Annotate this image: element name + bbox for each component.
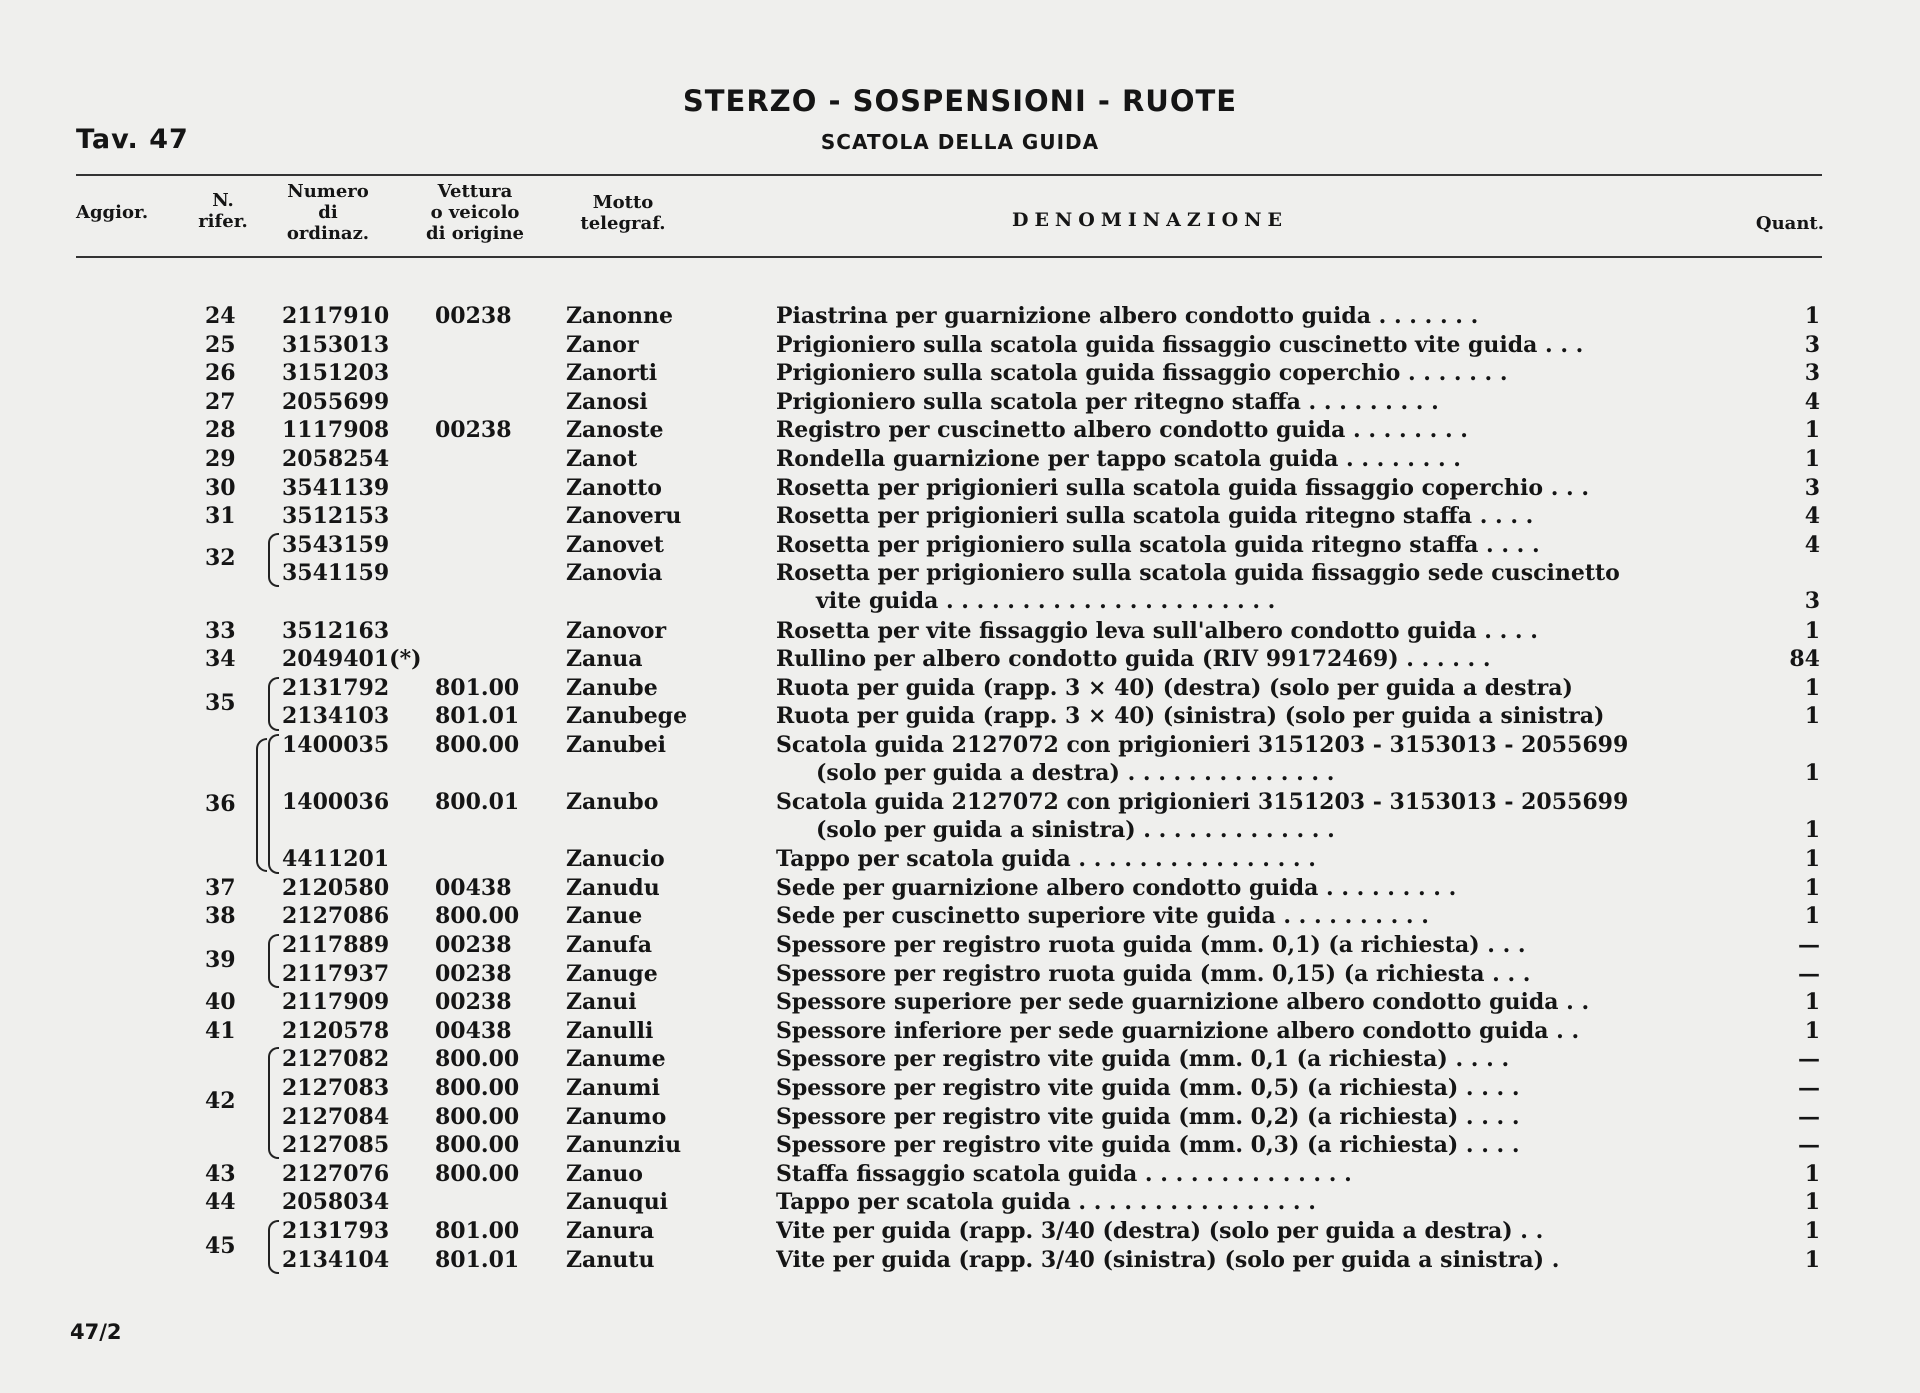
- quantity: 3: [1804, 360, 1820, 387]
- table-row: [0, 986, 1920, 1015]
- table-row: [0, 557, 1920, 614]
- table-row: [0, 843, 1920, 872]
- group-ref-36: 36: [205, 791, 236, 817]
- vehicle-origin: 800.00: [435, 1046, 520, 1073]
- quantity: 1: [1804, 1218, 1820, 1244]
- order-number: 2055699: [282, 388, 390, 415]
- order-number: 2117909: [282, 989, 390, 1016]
- group-brace-45: [268, 1220, 279, 1274]
- quantity: 1: [1804, 617, 1820, 644]
- quantity: 3: [1804, 331, 1820, 358]
- ref-number: 37: [205, 874, 236, 901]
- quantity: 1: [1804, 817, 1820, 844]
- header-rule-bottom: [76, 256, 1822, 258]
- table-row: [0, 1101, 1920, 1130]
- order-number: 2127086: [282, 903, 390, 930]
- telegraph-motto: Zanuqui: [566, 1189, 669, 1216]
- vehicle-origin: 800.00: [435, 1132, 520, 1159]
- telegraph-motto: Zanovor: [566, 617, 667, 644]
- group-ref-32: 32: [205, 545, 236, 571]
- telegraph-motto: Zanunziu: [566, 1132, 682, 1159]
- telegraph-motto: Zanubo: [566, 789, 659, 816]
- order-number: 2117937: [282, 960, 390, 987]
- table-row: [0, 1158, 1920, 1187]
- parts-table: [0, 300, 1920, 1272]
- vehicle-origin: 800.00: [435, 1160, 520, 1187]
- table-row: [0, 357, 1920, 386]
- telegraph-motto: Zanoveru: [566, 503, 682, 530]
- order-number: 2117889: [282, 932, 390, 959]
- ref-number: 28: [205, 417, 236, 444]
- telegraph-motto: Zanorti: [566, 360, 658, 387]
- column-header-order-number: Numero di ordinaz.: [286, 181, 370, 244]
- ref-number: 34: [205, 646, 236, 673]
- vehicle-origin: 00238: [435, 989, 512, 1016]
- quantity: 1: [1804, 903, 1820, 930]
- group-brace-36: [268, 734, 279, 874]
- ref-number: 33: [205, 617, 236, 644]
- table-row: [0, 1244, 1920, 1273]
- telegraph-motto: Zanoste: [566, 417, 664, 444]
- order-number: 2127076: [282, 1160, 390, 1187]
- part-description: Spessore per registro vite guida (mm. 0,2) (a richiesta) . . . .: [776, 1103, 1520, 1130]
- telegraph-motto: Zanotto: [566, 474, 662, 501]
- part-description: Tappo per scatola guida . . . . . . . . . . . . . . . .: [776, 1189, 1316, 1216]
- group-ref-39: 39: [205, 947, 236, 973]
- quantity: —: [1798, 1103, 1820, 1130]
- part-description: Rullino per albero condotto guida (RIV 99172469) . . . . . .: [776, 646, 1491, 673]
- order-number: 3512153: [282, 503, 390, 530]
- table-row: [0, 700, 1920, 729]
- part-description: Spessore per registro vite guida (mm. 0,3) (a richiesta) . . . .: [776, 1132, 1520, 1159]
- table-number: Tav. 47: [76, 124, 189, 155]
- telegraph-motto: Zanovet: [566, 531, 664, 558]
- table-row: [0, 529, 1920, 558]
- order-number: 2127083: [282, 1075, 390, 1102]
- order-number: 3153013: [282, 331, 390, 358]
- group-brace-35: [268, 677, 279, 731]
- table-row: [0, 1015, 1920, 1044]
- page-number: 47/2: [70, 1320, 122, 1344]
- order-number: 3512163: [282, 617, 390, 644]
- order-number: 2134103: [282, 703, 390, 730]
- ref-number: 27: [205, 388, 236, 415]
- vehicle-origin: 800.00: [435, 1103, 520, 1130]
- order-number: 2049401(*): [282, 646, 422, 673]
- ref-number: 43: [205, 1160, 236, 1187]
- part-description: Vite per guida (rapp. 3/40 (sinistra) (solo per guida a sinistra) .: [776, 1246, 1560, 1273]
- quantity: 4: [1804, 531, 1820, 558]
- part-description: Rondella guarnizione per tappo scatola guida . . . . . . . .: [776, 445, 1461, 472]
- part-description: Rosetta per vite fissaggio leva sull'albero condotto guida . . . .: [776, 617, 1538, 644]
- telegraph-motto: Zanumo: [566, 1103, 667, 1130]
- vehicle-origin: 00438: [435, 874, 512, 901]
- vehicle-origin: 801.00: [435, 1218, 520, 1244]
- part-description: Piastrina per guarnizione albero condotto guida . . . . . . .: [776, 303, 1479, 329]
- group-brace-39: [268, 934, 279, 988]
- order-number: 1117908: [282, 417, 390, 444]
- header-rule-top: [76, 174, 1822, 176]
- ref-number: 25: [205, 331, 236, 358]
- quantity: —: [1798, 1075, 1820, 1102]
- vehicle-origin: 00238: [435, 960, 512, 987]
- order-number: 2058254: [282, 445, 390, 472]
- telegraph-motto: Zanume: [566, 1046, 666, 1073]
- quantity: 1: [1804, 989, 1820, 1016]
- column-header-denomination: DENOMINAZIONE: [1011, 209, 1289, 231]
- telegraph-motto: Zanot: [566, 445, 638, 472]
- part-description: Sede per guarnizione albero condotto guida . . . . . . . . .: [776, 874, 1457, 901]
- order-number: 2120580: [282, 874, 390, 901]
- order-number: 2134104: [282, 1246, 390, 1273]
- vehicle-origin: 801.01: [435, 1246, 520, 1273]
- table-row: [0, 872, 1920, 901]
- ref-number: 30: [205, 474, 236, 501]
- ref-number: 41: [205, 1017, 236, 1044]
- vehicle-origin: 800.00: [435, 903, 520, 930]
- quantity: 1: [1804, 703, 1820, 730]
- group-ref-42: 42: [205, 1088, 236, 1114]
- order-number: 2131793: [282, 1218, 390, 1244]
- part-description: Prigioniero sulla scatola per ritegno staffa . . . . . . . . .: [776, 388, 1439, 415]
- vehicle-origin: 800.00: [435, 1075, 520, 1102]
- part-description: Spessore per registro vite guida (mm. 0,5) (a richiesta) . . . .: [776, 1075, 1520, 1102]
- quantity: —: [1798, 932, 1820, 959]
- table-row: [0, 672, 1920, 701]
- vehicle-origin: 800.00: [435, 731, 520, 758]
- telegraph-motto: Zanufa: [566, 932, 653, 959]
- telegraph-motto: Zanue: [566, 903, 643, 930]
- telegraph-motto: Zanutu: [566, 1246, 655, 1273]
- group-brace-42: [268, 1047, 279, 1159]
- order-number: 3543159: [282, 531, 390, 558]
- table-row: [0, 414, 1920, 443]
- order-number: 3541159: [282, 560, 390, 587]
- table-row: [0, 1043, 1920, 1072]
- part-description: Rosetta per prigionieri sulla scatola guida ritegno staffa . . . .: [776, 503, 1534, 530]
- quantity: 4: [1804, 503, 1820, 530]
- telegraph-motto: Zanucio: [566, 846, 665, 873]
- telegraph-motto: Zanubege: [566, 703, 688, 730]
- telegraph-motto: Zanura: [566, 1218, 655, 1244]
- quantity: 1: [1804, 846, 1820, 873]
- part-description: Spessore per registro vite guida (mm. 0,1 (a richiesta) . . . .: [776, 1046, 1510, 1073]
- quantity: —: [1798, 1046, 1820, 1073]
- table-row: [0, 1215, 1920, 1244]
- table-row: [0, 329, 1920, 358]
- part-description: Spessore inferiore per sede guarnizione albero condotto guida . .: [776, 1017, 1580, 1044]
- telegraph-motto: Zanosi: [566, 388, 648, 415]
- quantity: 1: [1804, 874, 1820, 901]
- order-number: 4411201: [282, 846, 390, 873]
- telegraph-motto: Zanubei: [566, 731, 667, 758]
- table-row: [0, 958, 1920, 987]
- quantity: 1: [1804, 303, 1820, 329]
- telegraph-motto: Zanube: [566, 674, 658, 701]
- quantity: 1: [1804, 417, 1820, 444]
- telegraph-motto: Zanui: [566, 989, 637, 1016]
- table-row: [0, 1072, 1920, 1101]
- part-description: Rosetta per prigioniero sulla scatola guida ritegno staffa . . . .: [776, 531, 1540, 558]
- part-description: Ruota per guida (rapp. 3 × 40) (sinistra) (solo per guida a sinistra): [776, 703, 1605, 730]
- column-header-vehicle: Vettura o veicolo di origine: [426, 181, 524, 244]
- part-description: Rosetta per prigionieri sulla scatola guida fissaggio coperchio . . .: [776, 474, 1589, 501]
- vehicle-origin: 800.01: [435, 789, 520, 816]
- ref-number: 38: [205, 903, 236, 930]
- part-description: Scatola guida 2127072 con prigionieri 3151203 - 3153013 - 2055699 (solo per guida a sinistra) . . . . . . . . . . . . .: [776, 789, 1629, 844]
- telegraph-motto: Zanovia: [566, 560, 663, 587]
- column-header-aggior: Aggior.: [76, 202, 149, 223]
- quantity: 3: [1804, 588, 1820, 615]
- telegraph-motto: Zanulli: [566, 1017, 654, 1044]
- part-description: Sede per cuscinetto superiore vite guida . . . . . . . . . .: [776, 903, 1429, 930]
- group-brace-36-outer: [256, 738, 267, 872]
- part-description: Staffa fissaggio scatola guida . . . . . . . . . . . . . .: [776, 1160, 1352, 1187]
- vehicle-origin: 801.01: [435, 703, 520, 730]
- part-description: Spessore per registro ruota guida (mm. 0,1) (a richiesta) . . .: [776, 932, 1526, 959]
- group-ref-35: 35: [205, 690, 236, 716]
- telegraph-motto: Zanudu: [566, 874, 660, 901]
- table-row: [0, 500, 1920, 529]
- ref-number: 44: [205, 1189, 236, 1216]
- table-row: [0, 386, 1920, 415]
- group-brace-32: [268, 533, 279, 587]
- quantity: —: [1798, 960, 1820, 987]
- order-number: 1400035: [282, 731, 390, 758]
- telegraph-motto: Zanuge: [566, 960, 658, 987]
- ref-number: 31: [205, 503, 236, 530]
- telegraph-motto: Zanonne: [566, 303, 673, 329]
- group-ref-45: 45: [205, 1233, 236, 1259]
- table-row: [0, 929, 1920, 958]
- part-description: Rosetta per prigioniero sulla scatola guida fissaggio sede cuscinetto vite guida . . . . . . . . . . . . . . . . . . . . . .: [776, 560, 1620, 615]
- ref-number: 26: [205, 360, 236, 387]
- column-header-ref: N. rifer.: [198, 190, 248, 232]
- telegraph-motto: Zanor: [566, 331, 639, 358]
- table-row: [0, 729, 1920, 786]
- vehicle-origin: 00238: [435, 932, 512, 959]
- order-number: 2127085: [282, 1132, 390, 1159]
- table-row: [0, 1129, 1920, 1158]
- vehicle-origin: 00438: [435, 1017, 512, 1044]
- quantity: 4: [1804, 388, 1820, 415]
- order-number: 3541139: [282, 474, 390, 501]
- part-description: Tappo per scatola guida . . . . . . . . . . . . . . . .: [776, 846, 1316, 873]
- vehicle-origin: 00238: [435, 303, 512, 329]
- table-row: [0, 900, 1920, 929]
- quantity: 1: [1804, 1017, 1820, 1044]
- order-number: 2058034: [282, 1189, 390, 1216]
- order-number: 2127084: [282, 1103, 390, 1130]
- table-row: [0, 1186, 1920, 1215]
- vehicle-origin: 00238: [435, 417, 512, 444]
- column-header-quantity: Quant.: [1755, 213, 1824, 234]
- page-title: STERZO - SOSPENSIONI - RUOTE: [682, 84, 1238, 118]
- ref-number: 24: [205, 303, 236, 329]
- quantity: 1: [1804, 674, 1820, 701]
- order-number: 2117910: [282, 303, 390, 329]
- column-header-motto: Motto telegraf.: [580, 192, 666, 234]
- order-number: 1400036: [282, 789, 390, 816]
- table-row: [0, 615, 1920, 644]
- quantity: —: [1798, 1132, 1820, 1159]
- order-number: 3151203: [282, 360, 390, 387]
- quantity: 1: [1804, 1160, 1820, 1187]
- part-description: Prigioniero sulla scatola guida fissaggio cuscinetto vite guida . . .: [776, 331, 1584, 358]
- ref-number: 40: [205, 989, 236, 1016]
- table-row: [0, 472, 1920, 501]
- part-description: Vite per guida (rapp. 3/40 (destra) (solo per guida a destra) . .: [776, 1218, 1544, 1244]
- quantity: 1: [1804, 1189, 1820, 1216]
- page-subtitle: SCATOLA DELLA GUIDA: [820, 130, 1100, 154]
- part-description: Scatola guida 2127072 con prigionieri 3151203 - 3153013 - 2055699 (solo per guida a destra) . . . . . . . . . . . . . .: [776, 731, 1629, 786]
- part-description: Ruota per guida (rapp. 3 × 40) (destra) (solo per guida a destra): [776, 674, 1573, 701]
- part-description: Spessore superiore per sede guarnizione albero condotto guida . .: [776, 989, 1590, 1016]
- quantity: 3: [1804, 474, 1820, 501]
- quantity: 1: [1804, 445, 1820, 472]
- telegraph-motto: Zanua: [566, 646, 643, 673]
- order-number: 2120578: [282, 1017, 390, 1044]
- telegraph-motto: Zanuo: [566, 1160, 643, 1187]
- part-description: Prigioniero sulla scatola guida fissaggio coperchio . . . . . . .: [776, 360, 1508, 387]
- order-number: 2127082: [282, 1046, 390, 1073]
- table-row: [0, 443, 1920, 472]
- table-row: [0, 643, 1920, 672]
- order-number: 2131792: [282, 674, 390, 701]
- ref-number: 29: [205, 445, 236, 472]
- quantity: 1: [1804, 1246, 1820, 1273]
- table-row: [0, 786, 1920, 843]
- vehicle-origin: 801.00: [435, 674, 520, 701]
- part-description: Registro per cuscinetto albero condotto guida . . . . . . . .: [776, 417, 1468, 444]
- table-row: [0, 300, 1920, 329]
- telegraph-motto: Zanumi: [566, 1075, 660, 1102]
- part-description: Spessore per registro ruota guida (mm. 0,15) (a richiesta . . .: [776, 960, 1531, 987]
- quantity: 1: [1804, 759, 1820, 786]
- quantity: 84: [1789, 646, 1820, 673]
